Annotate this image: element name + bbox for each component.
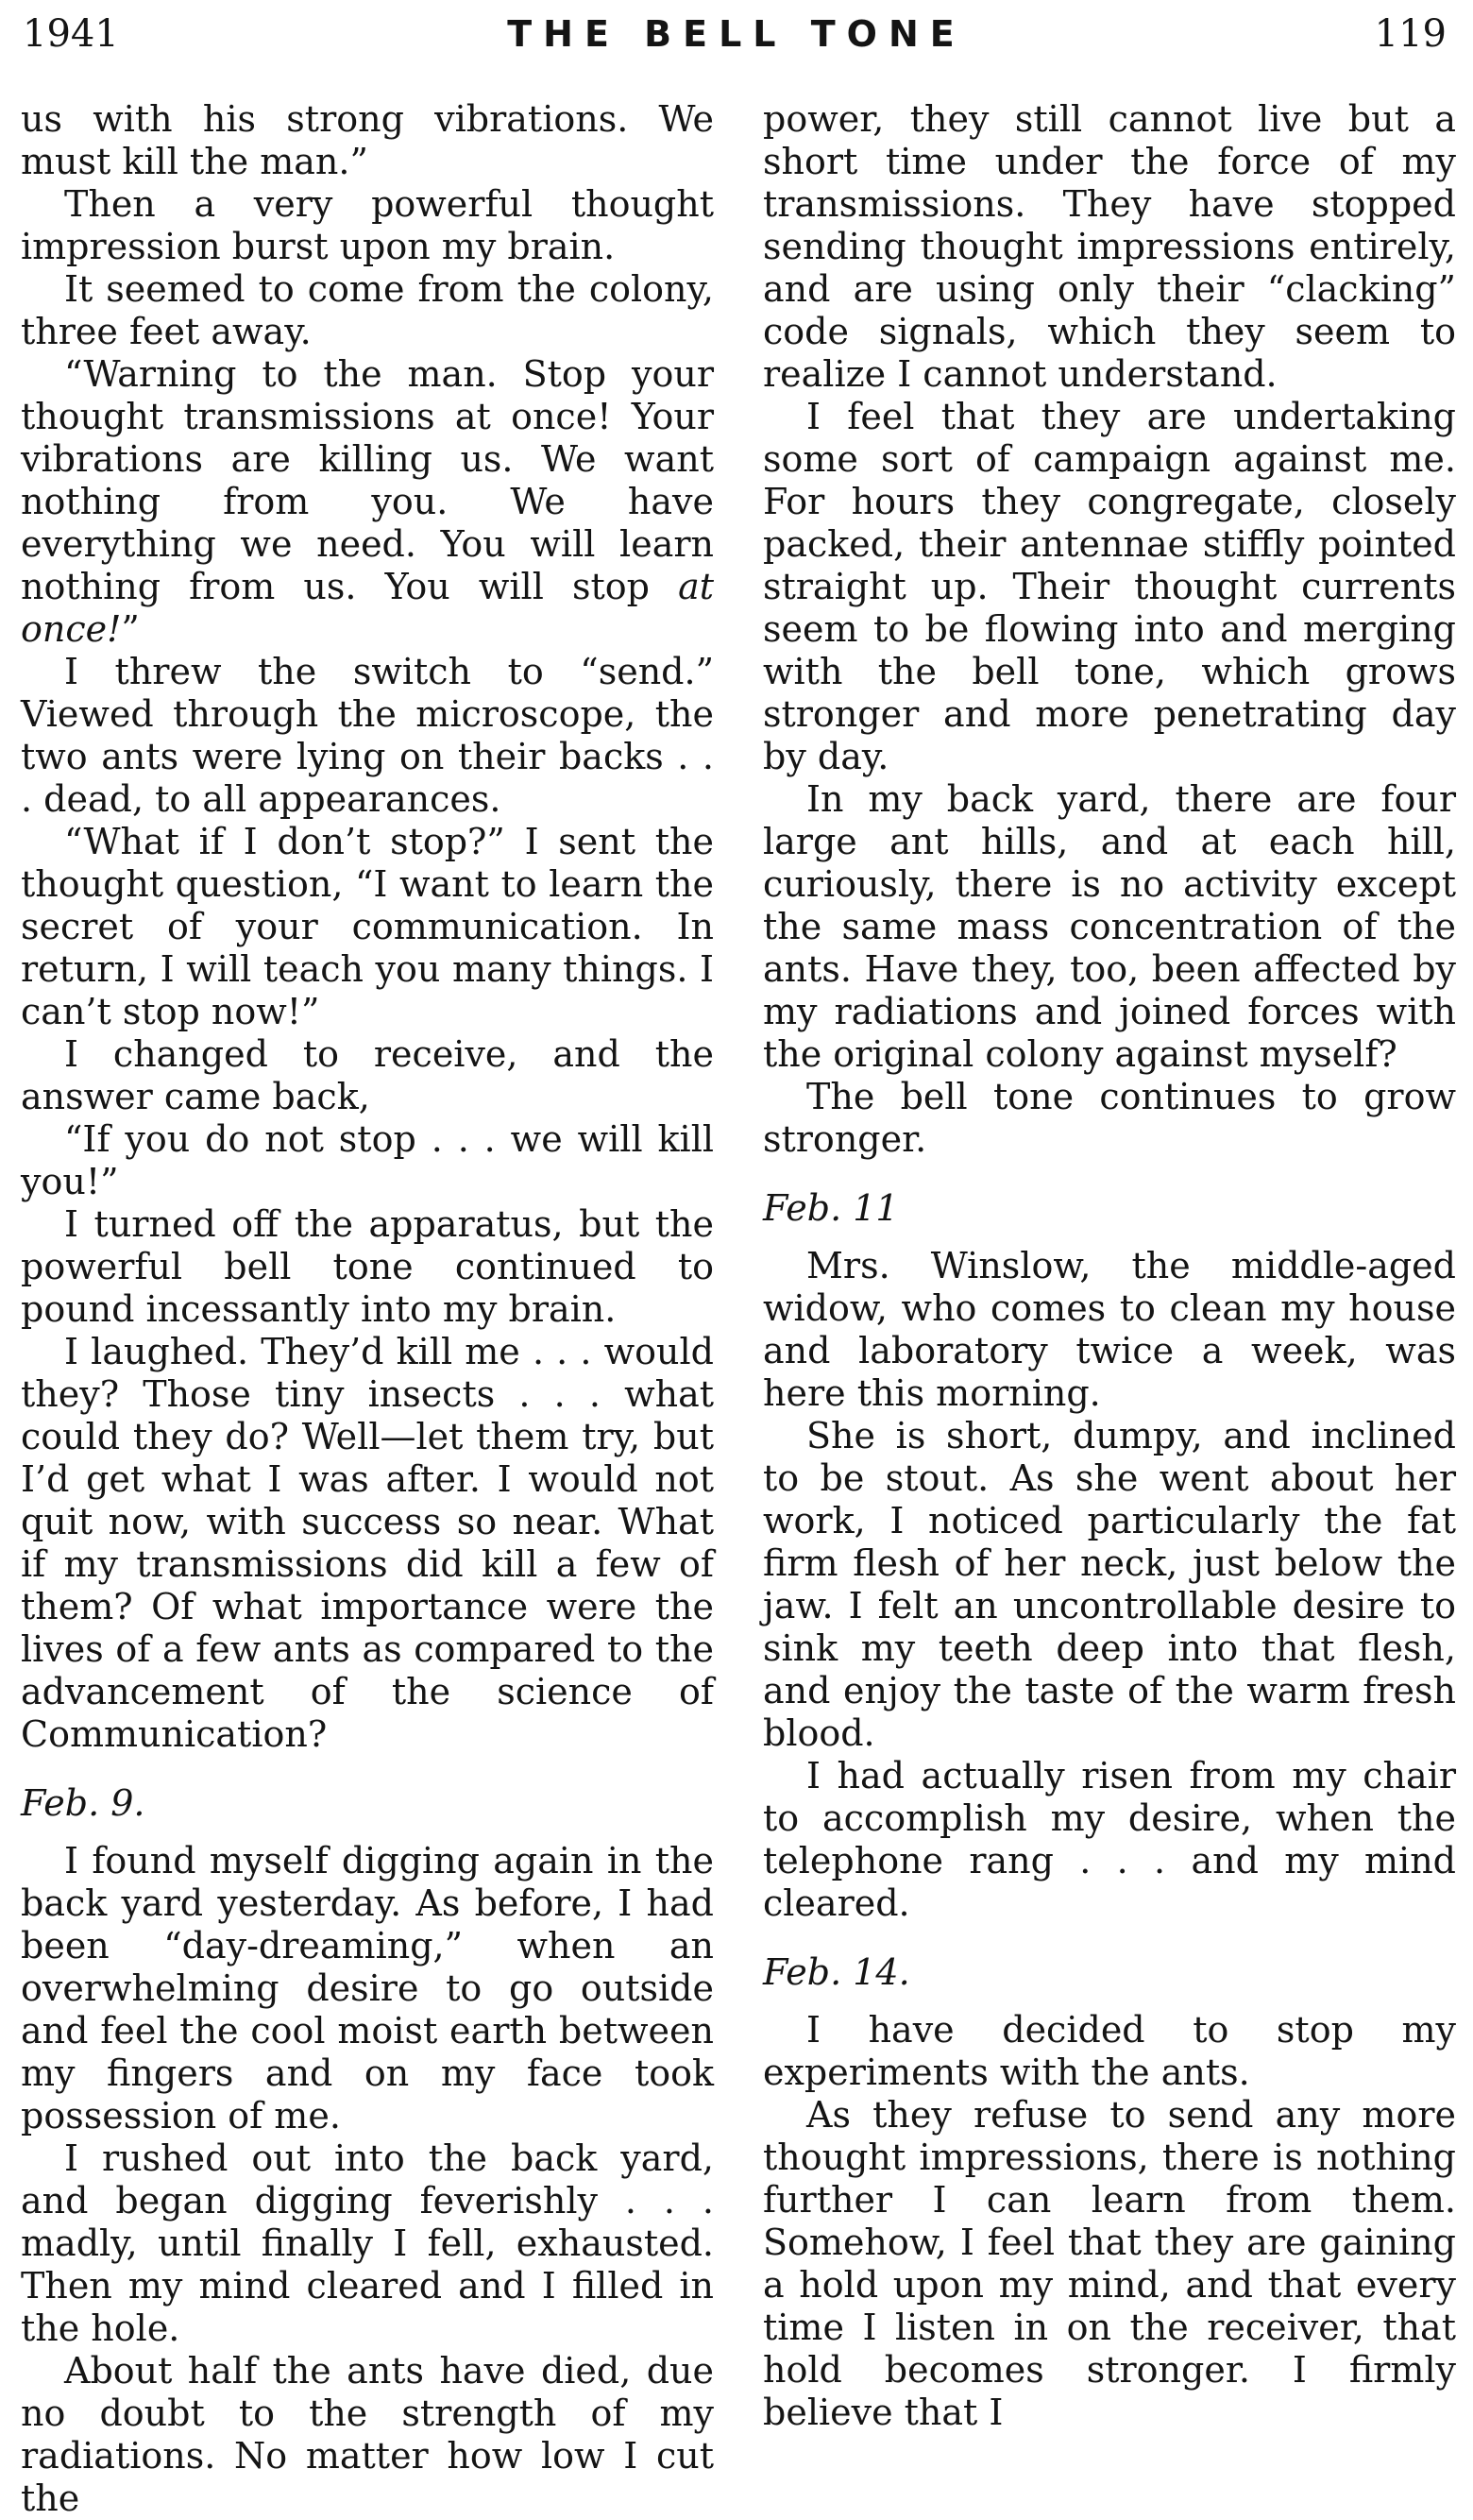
paragraph <box>21 353 714 651</box>
paragraph: “What if I don’t stop?” I sent the thought question, “I want to learn the secret of your communication. In return, I will teach you many things. I can’t stop now!” <box>21 821 714 1032</box>
diary-date: Feb. 9. <box>21 1782 145 1824</box>
header-year: 1941 <box>23 12 119 56</box>
paragraph: I had actually risen from my chair to accomplish my desire, when the telephone rang . . . and my mind cleared. <box>763 1755 1456 1924</box>
paragraph: I laughed. They’d kill me . . . would they? Those tiny insects . . . what could they do? Well—let them try, but I’d get what I was after. I would not quit now, with success so near. What if my transmissions did kill a few of them? Of what importance were the lives of a few ants as compared to the advancement of the science of Communication? <box>21 1331 714 1755</box>
paragraph: us with his strong vibrations. We must kill the man.” <box>21 98 714 182</box>
header-page-number: 119 <box>1374 12 1447 56</box>
right-column <box>763 98 1456 2434</box>
paragraph: Mrs. Winslow, the middle-aged widow, who comes to clean my house and laboratory twice a week, was here this morning. <box>763 1245 1456 1414</box>
paragraph: power, they still cannot live but a short time under the force of my transmissions. They have stopped sending thought impressions entirely, and are using only their “clacking” code signals, which they seem to realize I cannot understand. <box>763 98 1456 395</box>
paragraph: As they refuse to send any more thought impressions, there is nothing further I can learn from them. Somehow, I feel that they are gaining a hold upon my mind, and that every time I listen in on the receiver, that hold becomes stronger. I firmly believe that I <box>763 2094 1456 2433</box>
paragraph: I have decided to stop my experiments with the ants. <box>763 2009 1456 2093</box>
paragraph: I found myself digging again in the back yard yesterday. As before, I had been “day-dreaming,” when an overwhelming desire to go outside and feel the cool moist earth between my fingers and on my face took possession of me. <box>21 1840 714 2137</box>
paragraph-text: “Warning to the man. Stop your thought transmissions at once! Your vibrations are killing us. We want nothing from you. We have everything we need. You will learn nothing from us. You will stop <box>21 353 714 607</box>
emphasis-text: at once! <box>21 566 714 650</box>
left-column <box>21 98 714 2520</box>
diary-date: Feb. 14. <box>763 1951 910 1993</box>
paragraph: In my back yard, there are four large ant hills, and at each hill, curiously, there is no activity except the same mass concentration of the ants. Have they, too, been affected by my radiations and joined forces with the original colony against myself? <box>763 778 1456 1075</box>
paragraph: About half the ants have died, due no doubt to the strength of my radiations. No matter how low I cut the <box>21 2350 714 2519</box>
paragraph: The bell tone continues to grow stronger. <box>763 1076 1456 1160</box>
diary-date: Feb. 11 <box>763 1187 899 1229</box>
paragraph: I changed to receive, and the answer came back, <box>21 1033 714 1117</box>
paragraph: I turned off the apparatus, but the powerful bell tone continued to pound incessantly into my brain. <box>21 1203 714 1330</box>
paragraph: Then a very powerful thought impression burst upon my brain. <box>21 183 714 267</box>
header-title: THE BELL TONE <box>507 13 966 55</box>
paragraph: “If you do not stop . . . we will kill you!” <box>21 1118 714 1202</box>
paragraph: I rushed out into the back yard, and began digging feverishly . . . madly, until finally I fell, exhausted. Then my mind cleared and I filled in the hole. <box>21 2137 714 2349</box>
paragraph: I feel that they are undertaking some sort of campaign against me. For hours they congregate, closely packed, their antennae stiffly pointed straight up. Their thought currents seem to be flowing into and merging with the bell tone, which grows stronger and more penetrating day by day. <box>763 396 1456 777</box>
running-header <box>0 8 1473 60</box>
paragraph-text: ” <box>121 608 140 650</box>
paragraph: She is short, dumpy, and inclined to be stout. As she went about her work, I noticed particularly the fat firm flesh of her neck, just below the jaw. I felt an uncontrollable desire to sink my teeth deep into that flesh, and enjoy the taste of the warm fresh blood. <box>763 1415 1456 1754</box>
paragraph: I threw the switch to “send.” Viewed through the microscope, the two ants were lying on their backs . . . dead, to all appearances. <box>21 651 714 820</box>
paragraph: It seemed to come from the colony, three feet away. <box>21 268 714 352</box>
